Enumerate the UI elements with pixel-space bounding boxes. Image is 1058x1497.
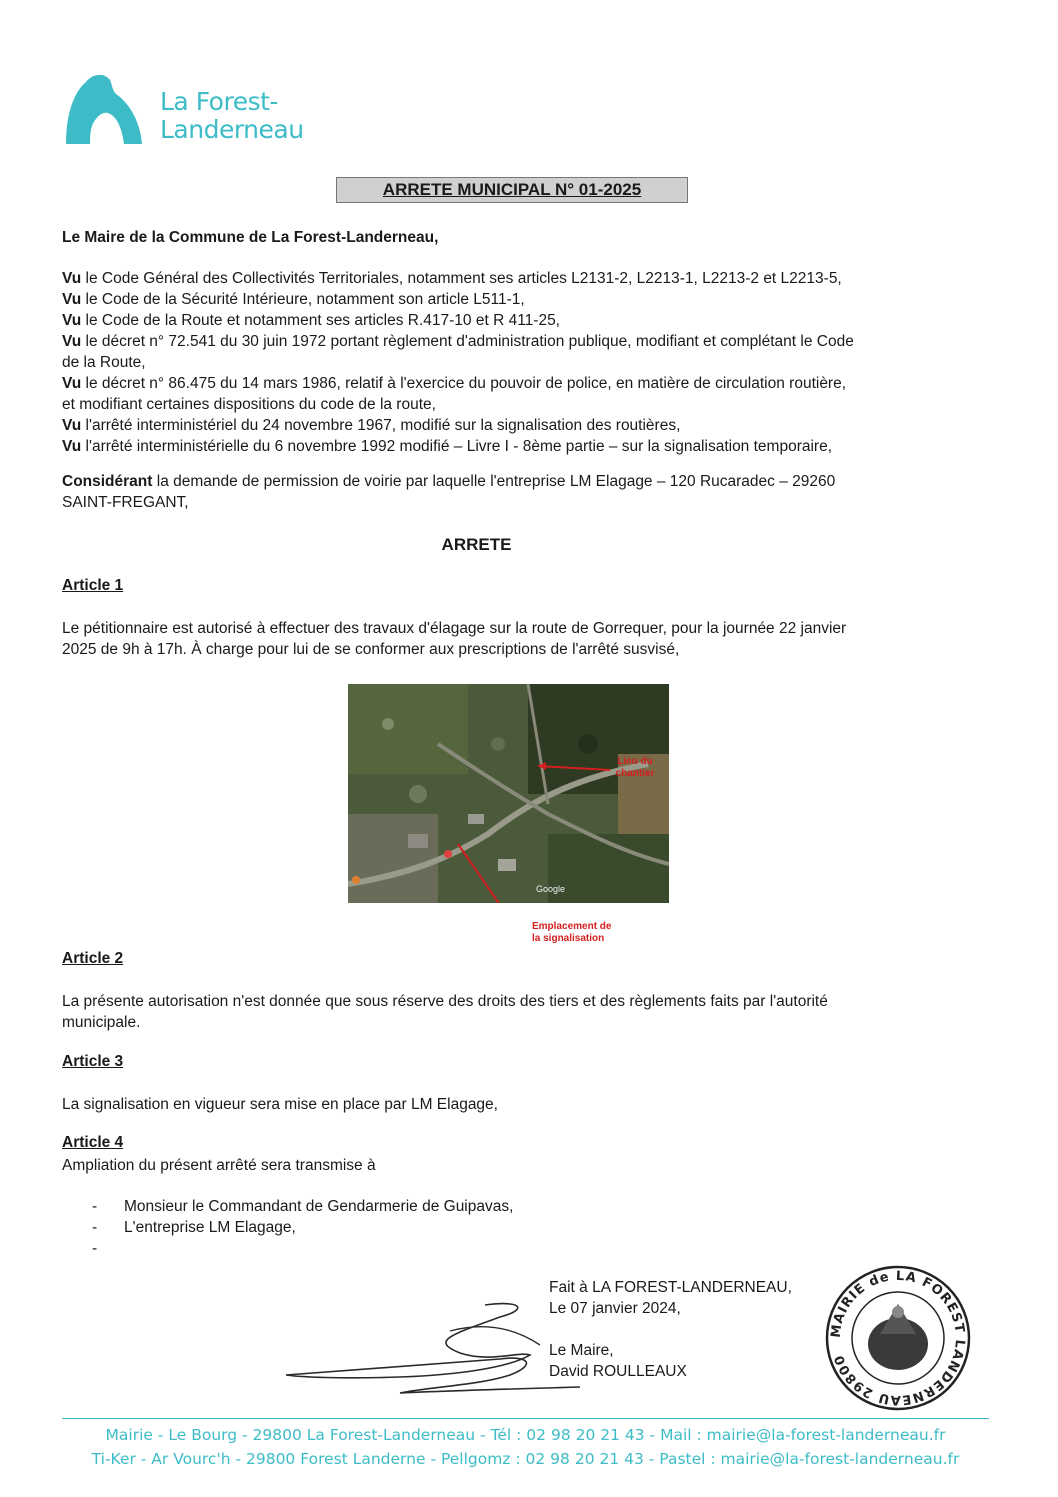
- official-stamp: [824, 1264, 972, 1412]
- arrete-heading: ARRETE: [441, 535, 512, 554]
- signature-block: Fait à LA FOREST-LANDERNEAU, Le 07 janvier 2024, Le Maire, David ROULLEAUX: [549, 1279, 792, 1380]
- article-1-heading: Article 1: [62, 577, 124, 594]
- vu-item: Vu le Code de la Route et notamment ses articles R.417-10 et R 411-25,: [62, 312, 560, 329]
- logo-line-2: Landerneau: [160, 115, 304, 144]
- list-item: - L'entreprise LM Elagage,: [92, 1219, 296, 1236]
- article-3-heading: Article 3: [62, 1053, 124, 1070]
- logo-text: [160, 88, 304, 144]
- aerial-map: [348, 684, 669, 903]
- list-item: -: [92, 1240, 98, 1257]
- site-map-image: [348, 684, 669, 903]
- article-1-body: Le pétitionnaire est autorisé à effectuer des travaux d'élagage sur la route de Gorrequer, pour la journée 22 janvier 2025 de 9h à 17h. À charge pour lui de se conformer aux prescriptions de l'arrêté susvisé,: [62, 620, 847, 658]
- svg-text:MAIRIE de LA FOREST LANDERNEAU: MAIRIE de LA FOREST LANDERNEAU 29800: [828, 1268, 968, 1408]
- vu-item-continuation: de la Route,: [62, 354, 146, 371]
- logo-arch-icon: [62, 70, 150, 146]
- article-4-heading: Article 4: [62, 1134, 124, 1151]
- vu-item: Vu le Code de la Sécurité Intérieure, notamment son article L511-1,: [62, 291, 525, 308]
- vu-list: [62, 268, 1022, 457]
- vu-item: Vu le Code Général des Collectivités Territoriales, notamment ses articles L2131-2, L2213-1, L2213-2 et L2213-5,: [62, 270, 842, 287]
- vu-item: Vu l'arrêté interministériel du 24 novembre 1967, modifié sur la signalisation des routières,: [62, 417, 681, 434]
- considerant: Considérant la demande de permission de voirie par laquelle l'entreprise LM Elagage – 120 Rucaradec – 29260 SAINT-FREGANT,: [62, 473, 836, 511]
- article-2-heading: Article 2: [62, 950, 124, 967]
- logo-line-1: La Forest-: [160, 87, 278, 116]
- footer-divider: [62, 1418, 989, 1419]
- article-4-body: Ampliation du présent arrêté sera transmise à: [62, 1157, 376, 1174]
- vu-item: Vu le décret n° 86.475 du 14 mars 1986, relatif à l'exercice du pouvoir de police, en matière de circulation routière,: [62, 375, 847, 392]
- intro: Le Maire de la Commune de La Forest-Landerneau,: [62, 229, 439, 246]
- document-title: ARRETE MUNICIPAL N° 01-2025: [336, 177, 688, 203]
- handwritten-signature: [280, 1295, 610, 1405]
- article-2-body: La présente autorisation n'est donnée que sous réserve des droits des tiers et des règlements faits par l'autorité municipale.: [62, 993, 828, 1031]
- article-3-body: La signalisation en vigueur sera mise en place par LM Elagage,: [62, 1096, 498, 1113]
- vu-item: Vu l'arrêté interministérielle du 6 novembre 1992 modifié – Livre I - 8ème partie – sur la signalisation temporaire,: [62, 438, 833, 455]
- map-label-site: Lieu du chantier: [615, 756, 655, 779]
- recipients-list: [92, 1196, 513, 1259]
- footer-line-2: Ti-Ker - Ar Vourc'h - 29800 Forest Landerne - Pellgomz : 02 98 20 21 43 - Pastel : mairie@la-forest-landerneau.fr: [91, 1450, 960, 1468]
- google-watermark: Google: [536, 884, 566, 894]
- vu-item: Vu le décret n° 72.541 du 30 juin 1972 portant règlement d'administration publique, modifiant et complétant le Code: [62, 333, 854, 350]
- footer-line-1: Mairie - Le Bourg - 29800 La Forest-Landerneau - Tél : 02 98 20 21 43 - Mail : mairie@la-forest-landerneau.fr: [105, 1426, 946, 1444]
- vu-item-continuation: et modifiant certaines dispositions du code de la route,: [62, 396, 436, 413]
- map-label-signage: Emplacement de la signalisation: [532, 921, 612, 944]
- list-item: - Monsieur le Commandant de Gendarmerie de Guipavas,: [92, 1198, 514, 1215]
